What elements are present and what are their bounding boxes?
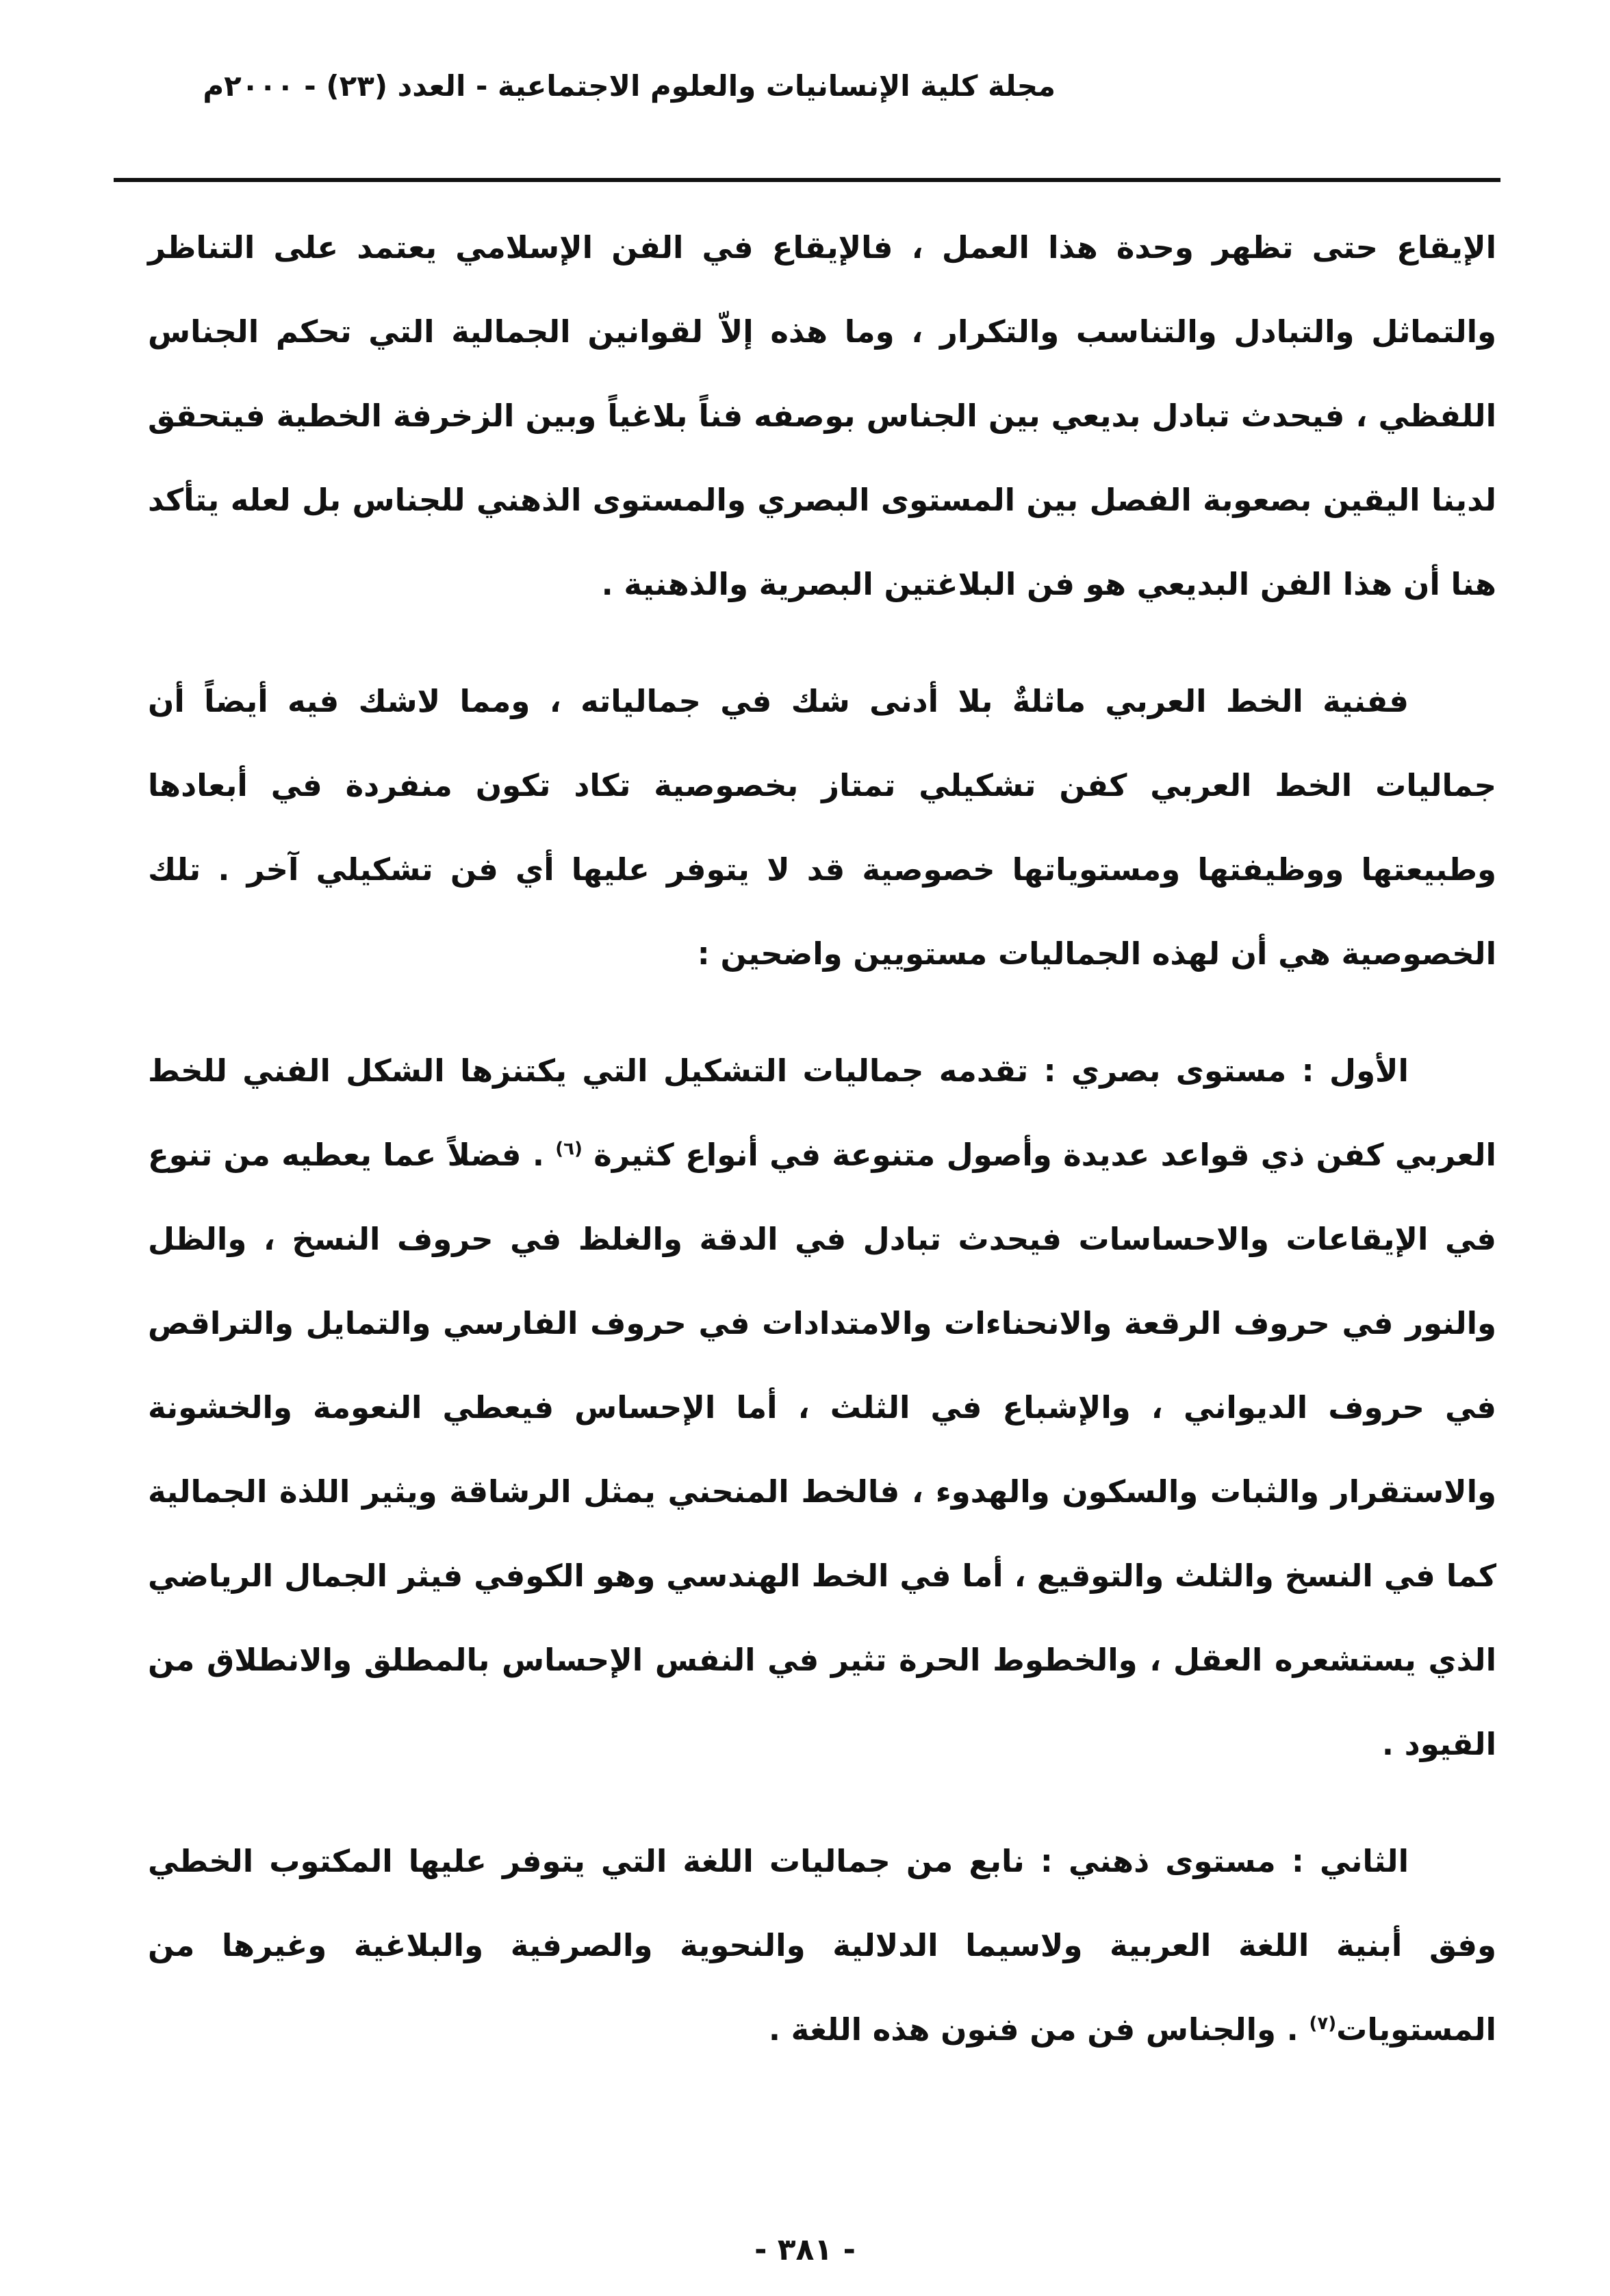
footnote-ref-6: (٦) (555, 1139, 583, 1159)
paragraph-4 (148, 1819, 1496, 2072)
paragraph-3-text-after: . فضلاً عما يعطيه من تنوع في الإيقاعات والاحساسات فيحدث تبادل في الدقة والغلظ في حروف النسخ ، والظل والنور في حروف الرقعة والانحناءات والامتدادات في حروف الفارسي والتمايل والتراقص في حروف الديواني ، والإشباع في الثلث ، أما الإحساس فيعطي النعومة والخشونة والاستقرار والثبات والسكون والهدوء ، فالخط المنحني يمثل الرشاقة ويثير اللذة الجمالية كما في النسخ والثلث والتوقيع ، أما في الخط الهندسي وهو الكوفي فيثر الجمال الرياضي الذي يستشعره العقل ، والخطوط الحرة تثير في النفس الإحساس بالمطلق والانطلاق من القيود . (148, 1137, 1496, 1762)
footnote-ref-7: (٧) (1309, 2013, 1337, 2034)
running-header-title: مجلة كلية الإنسانيات والعلوم الاجتماعية - العدد (٢٣) - ٢٠٠٠م (203, 69, 1056, 103)
paragraph-4-text-after: . والجناس فن من فنون هذه اللغة . (768, 2011, 1309, 2048)
header-divider (114, 178, 1500, 182)
body-text (148, 205, 1496, 2072)
paragraph-2: ففنية الخط العربي ماثلةٌ بلا أدنى شك في جمالياته ، ومما لاشك فيه أيضاً أن جماليات الخط العربي كفن تشكيلي تمتاز بخصوصية تكاد تكون منفردة في أبعادها وطبيعتها ووظيفتها ومستوياتها خصوصية قد لا يتوفر عليها أي فن تشكيلي آخر . تلك الخصوصية هي أن لهذه الجماليات مستويين واضحين : (148, 683, 1496, 972)
paragraph-1: الإيقاع حتى تظهر وحدة هذا العمل ، فالإيقاع في الفن الإسلامي يعتمد على التناظر والتماثل والتبادل والتناسب والتكرار ، وما هذه إلاّ لقوانين الجمالية التي تحكم الجناس اللفظي ، فيحدث تبادل بديعي بين الجناس بوصفه فناً بلاغياً وبين الزخرفة الخطية فيتحقق لدينا اليقين بصعوبة الفصل بين المستوى البصري والمستوى الذهني للجناس بل لعله يتأكد هنا أن هذا الفن البديعي هو فن البلاغتين البصرية والذهنية . (148, 229, 1496, 602)
paragraph-3 (148, 1029, 1496, 1786)
paragraph-4-text-before: الثاني : مستوى ذهني : نابع من جماليات اللغة التي يتوفر عليها المكتوب الخطي وفق أبنية اللغة العربية ولاسيما الدلالية والنحوية والصرفية والبلاغية وغيرها من المستويات (148, 1843, 1496, 2048)
paragraph-3-text-before: الأول : مستوى بصري : تقدمه جماليات التشكيل التي يكتنزها الشكل الفني للخط العربي كفن ذي قواعد عديدة وأصول متنوعة في أنواع كثيرة (148, 1053, 1496, 1173)
page-number: - ٣٨١ - (754, 2232, 856, 2267)
